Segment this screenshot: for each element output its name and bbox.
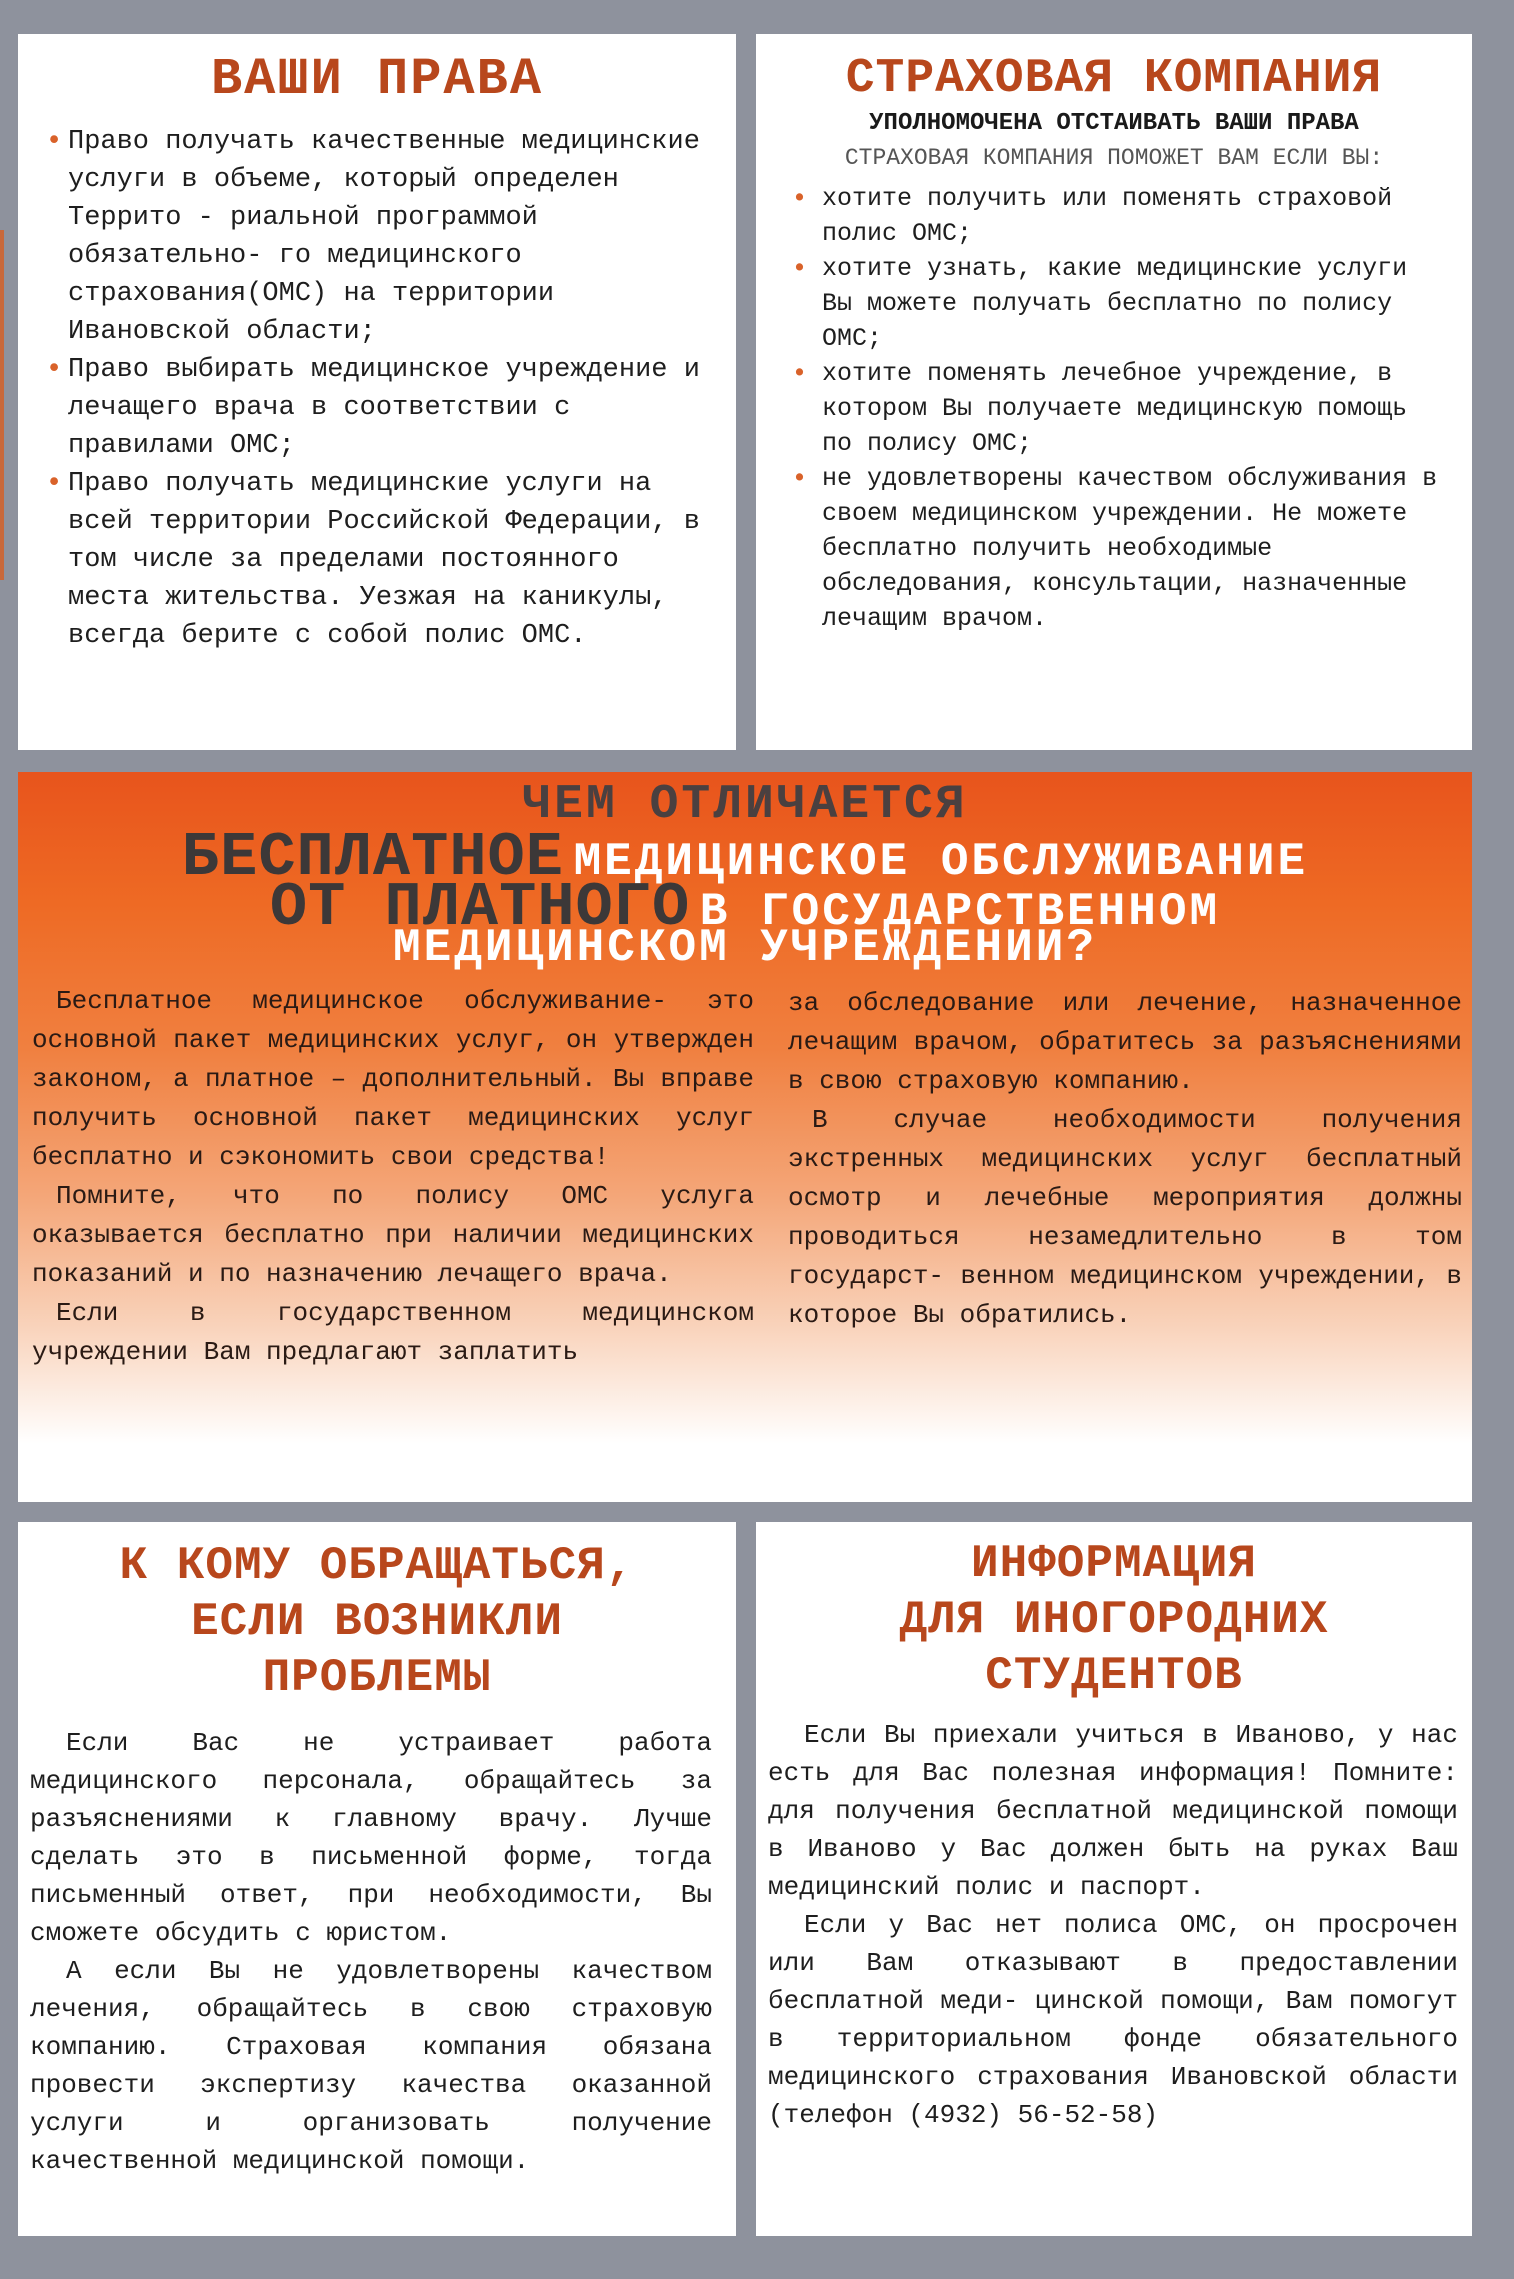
- whom-title: [18, 1538, 736, 1706]
- paragraph: А если Вы не удовлетворены качеством лечения, обращайтесь в свою страховую компанию. Страховая компания обязана провести экспертизу качества оказанной услуги и организовать получение качественной медицинской помощи.: [30, 1956, 712, 2176]
- center-left-column: [32, 982, 754, 1372]
- out-of-town-students-panel: [756, 1522, 1472, 2236]
- insurer-title: СТРАХОВАЯ КОМПАНИЯ: [845, 52, 1383, 106]
- whom-title-line: К КОМУ ОБРАЩАТЬСЯ,: [119, 1540, 635, 1592]
- list-item: [40, 351, 702, 465]
- insurer-item-text: хотите узнать, какие медицинские услуги Вы можете получать бесплатно по полису ОМС;: [822, 254, 1408, 353]
- list-item: [40, 465, 702, 655]
- paragraph: за обследование или лечение, назначенное лечащим врачом, обратитесь за разъяснениями в свою страховую компанию.: [788, 988, 1462, 1096]
- insurer-list: [786, 181, 1452, 636]
- info-title: [756, 1536, 1472, 1704]
- info-title-line: ДЛЯ ИНОГОРОДНИХ: [899, 1594, 1329, 1646]
- insurer-item-text: хотите поменять лечебное учреждение, в котором Вы получаете медицинскую помощь по полису ОМС;: [822, 359, 1408, 458]
- title-paid: ОТ ПЛАТНОГО: [269, 872, 691, 943]
- paragraph: В случае необходимости получения экстренных медицинских услуг бесплатный осмотр и лечебные мероприятия должны проводиться незамедлительно в том государст- венном медицинском учреждении, в которое Вы обратились.: [788, 1105, 1462, 1330]
- center-title-line1: ЧЕМ ОТЛИЧАЕТСЯ: [522, 778, 968, 832]
- insurer-item-text: хотите получить или поменять страховой полис ОМС;: [822, 184, 1393, 248]
- list-item: [40, 123, 702, 351]
- bullet-icon: •: [792, 254, 808, 283]
- list-item: [786, 181, 1452, 251]
- list-item: [786, 251, 1452, 356]
- info-title-line: СТУДЕНТОВ: [985, 1650, 1243, 1702]
- bullet-icon: •: [792, 184, 808, 213]
- bullet-icon: •: [46, 469, 63, 499]
- paragraph: Если Вас не устраивает работа медицинского персонала, обращайтесь за разъяснениями к главному врачу. Лучше сделать это в письменной форме, тогда письменный ответ, при необходимости, Вы сможете обсудить с юристом.: [30, 1728, 712, 1948]
- center-title-line4: МЕДИЦИНСКОМ УЧРЕЖДЕНИИ?: [393, 922, 1097, 974]
- rights-panel: [18, 34, 736, 750]
- whom-to-contact-panel: [18, 1522, 736, 2236]
- bullet-icon: •: [46, 127, 63, 157]
- paragraph: Если Вы приехали учиться в Иваново, у нас есть для Вас полезная информация! Помните: для получения бесплатной медицинской помощи в Иваново у Вас должен быть на руках Ваш медицинский полис и паспорт.: [768, 1720, 1458, 1902]
- whom-title-line: ПРОБЛЕМЫ: [262, 1652, 492, 1704]
- rights-title: ВАШИ ПРАВА: [210, 50, 544, 109]
- free-vs-paid-panel: [18, 772, 1472, 1502]
- center-right-column: [788, 984, 1462, 1335]
- bullet-icon: •: [792, 359, 808, 388]
- insurer-panel: [756, 34, 1472, 750]
- info-body: [768, 1716, 1458, 2134]
- bullet-icon: •: [46, 355, 63, 385]
- rights-list: [40, 123, 702, 655]
- title-medical-service: МЕДИЦИНСКОЕ ОБСЛУЖИВАНИЕ: [573, 836, 1309, 888]
- insurer-caption: СТРАХОВАЯ КОМПАНИЯ ПОМОЖЕТ ВАМ ЕСЛИ ВЫ:: [844, 145, 1384, 171]
- rights-item-text: Право получать медицинские услуги на всей территории Российской Федерации, в том числе за пределами постоянного места жительства. Уезжая на каникулы, всегда берите с собой полис ОМС.: [68, 469, 700, 651]
- paragraph: Если у Вас нет полиса ОМС, он просрочен или Вам отказывают в предоставлении бесплатной меди- цинской помощи, Вам помогут в территориальном фонде обязательного медицинского страхования Ивановской области (телефон (4932) 56-52-58): [768, 1910, 1458, 2130]
- list-item: [786, 356, 1452, 461]
- paragraph: Помните, что по полису ОМС услуга оказывается бесплатно при наличии медицинских показаний и по назначению лечащего врача.: [32, 1181, 754, 1289]
- title-in-state: В ГОСУДАРСТВЕННОМ: [699, 886, 1221, 938]
- rights-item-text: Право выбирать медицинское учреждение и лечащего врача в соответствии с правилами ОМС;: [68, 355, 700, 461]
- insurer-subtitle: УПОЛНОМОЧЕНА ОТСТАИВАТЬ ВАШИ ПРАВА: [869, 110, 1359, 137]
- left-edge-accent: [0, 230, 4, 580]
- paragraph: Бесплатное медицинское обслуживание- это основной пакет медицинских услуг, он утвержден законом, а платное – дополнительный. Вы вправе получить основной пакет медицинских услуг бесплатно и сэкономить свои средства!: [32, 986, 754, 1172]
- insurer-item-text: не удовлетворены качеством обслуживания в своем медицинском учреждении. Не можете бесплатно получить необходимые обследования, консультации, назначенные лечащим врачом.: [822, 464, 1438, 633]
- list-item: [786, 461, 1452, 636]
- whom-title-line: ЕСЛИ ВОЗНИКЛИ: [191, 1596, 563, 1648]
- rights-item-text: Право получать качественные медицинские услуги в объеме, который определен Террито - риальной программой обязательно- го медицинского страхования(ОМС) на территории Ивановской области;: [68, 127, 700, 347]
- title-free: БЕСПЛАТНОЕ: [181, 822, 564, 893]
- paragraph: Если в государственном медицинском учреждении Вам предлагают заплатить: [32, 1298, 754, 1367]
- bullet-icon: •: [792, 464, 808, 493]
- whom-body: [30, 1724, 712, 2180]
- info-title-line: ИНФОРМАЦИЯ: [970, 1538, 1258, 1590]
